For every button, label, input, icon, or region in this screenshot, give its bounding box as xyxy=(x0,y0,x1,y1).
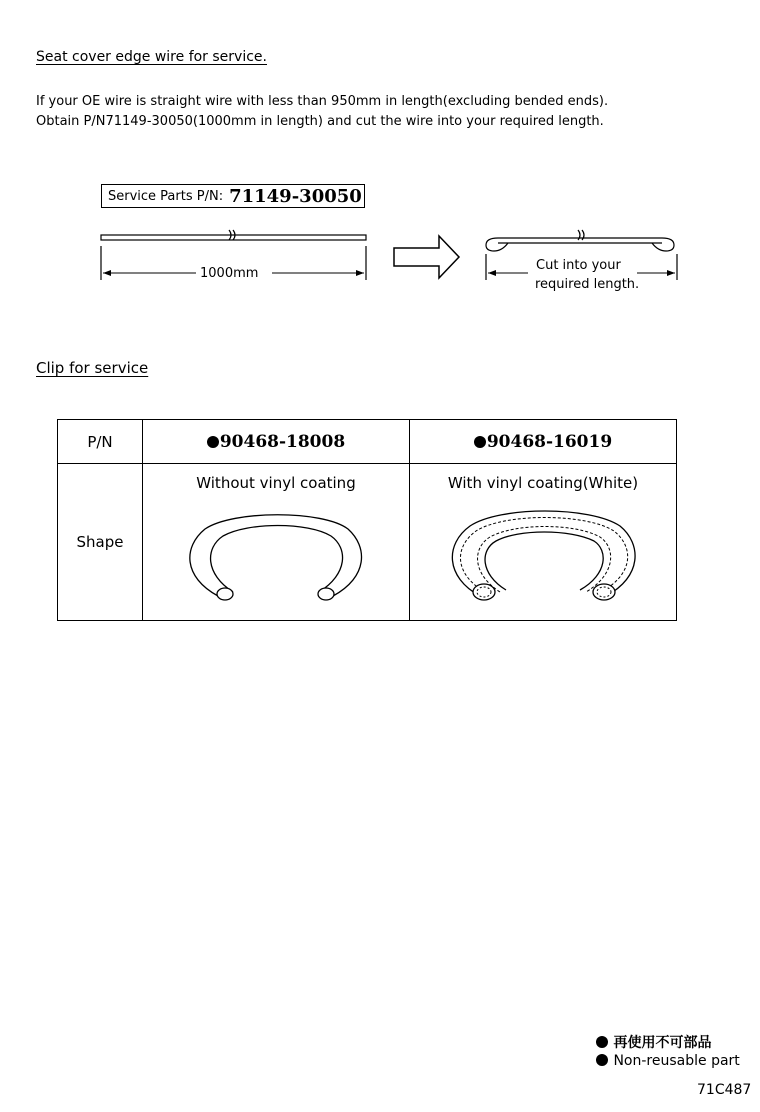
non-reusable-bullet-icon xyxy=(474,436,486,448)
clip-coated-illustration xyxy=(410,492,676,602)
section-title-edge-wire: Seat cover edge wire for service. xyxy=(36,49,267,65)
legend-bullet-icon xyxy=(596,1054,608,1066)
figure-id: 71C487 xyxy=(697,1082,752,1098)
instruction-line-1: If your OE wire is straight wire with less than 950mm in length(excluding bended ends). xyxy=(36,94,609,109)
legend-bullet-icon xyxy=(596,1036,608,1048)
service-parts-box xyxy=(101,184,365,208)
clip-description-1: Without vinyl coating xyxy=(196,474,356,492)
legend-english xyxy=(596,1053,740,1069)
instruction-line-2: Obtain P/N71149-30050(1000mm in length) and cut the wire into your required length. xyxy=(36,114,604,129)
clip-description-2: With vinyl coating(White) xyxy=(447,474,639,492)
shape-cell-2 xyxy=(410,464,677,621)
wire-diagram xyxy=(0,220,760,300)
cut-label-line-2: required length. xyxy=(535,277,640,292)
shape-header-cell xyxy=(58,464,143,621)
pn-header-cell xyxy=(58,420,143,464)
shape-header: Shape xyxy=(76,533,124,551)
clip-uncoated-illustration xyxy=(143,492,409,602)
pn-cell-1 xyxy=(143,420,410,464)
service-parts-number: 71149-30050 xyxy=(229,185,362,207)
part-number-1: 90468-18008 xyxy=(219,431,346,452)
part-number-2: 90468-16019 xyxy=(486,431,613,452)
legend-japanese-text: 再使用不可部品 xyxy=(613,1035,712,1051)
shape-cell-1 xyxy=(143,464,410,621)
non-reusable-bullet-icon xyxy=(207,436,219,448)
pn-header: P/N xyxy=(87,432,113,451)
pn-cell-2 xyxy=(410,420,677,464)
section-title-clip: Clip for service xyxy=(36,359,149,377)
wire-length-label: 1000mm xyxy=(200,266,259,281)
legend-english-text: Non-reusable part xyxy=(613,1053,740,1069)
service-parts-label: Service Parts P/N: xyxy=(108,188,224,204)
cut-label-line-1: Cut into your xyxy=(536,258,621,273)
legend-japanese xyxy=(596,1032,711,1052)
clip-table xyxy=(57,419,677,621)
right-arrow-icon xyxy=(394,236,459,278)
